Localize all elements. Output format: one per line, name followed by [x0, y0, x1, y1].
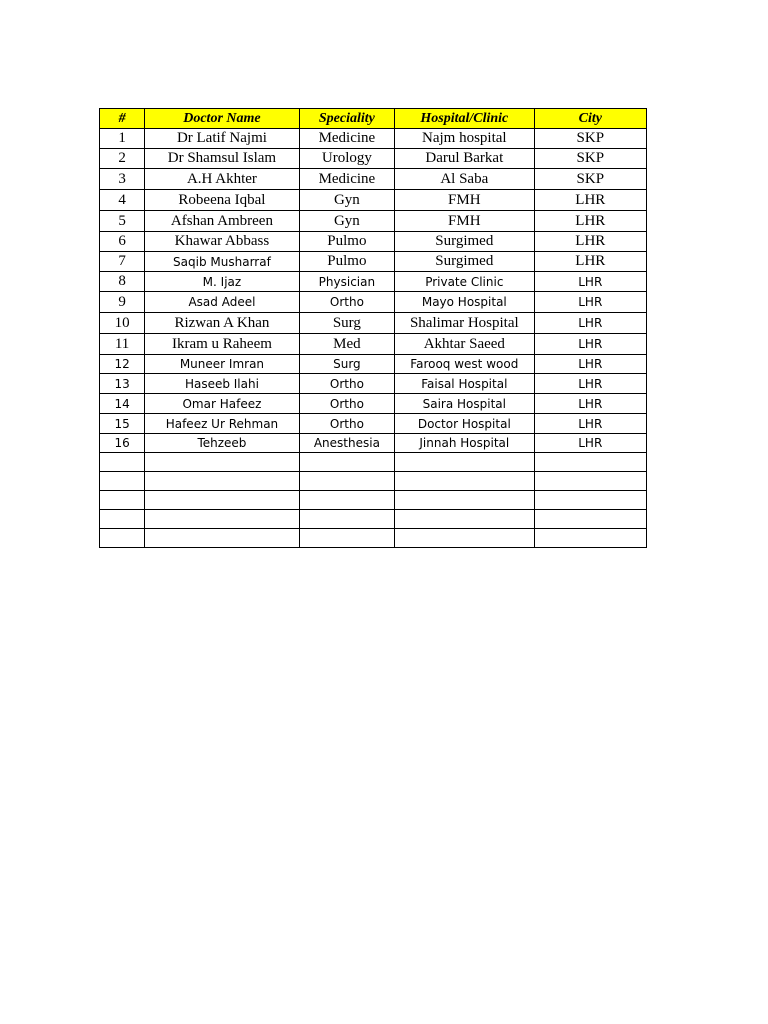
cell-number [100, 453, 145, 472]
cell-hospital-clinic: Surgimed [395, 252, 535, 272]
cell-number: 15 [100, 414, 145, 434]
cell-city [534, 491, 646, 510]
cell-number: 6 [100, 232, 145, 252]
cell-doctor-name: Saqib Musharraf [145, 252, 300, 272]
doctor-list-table [99, 108, 647, 548]
table-row [100, 472, 647, 491]
cell-doctor-name: Afshan Ambreen [145, 211, 300, 232]
cell-city: SKP [534, 129, 646, 149]
cell-speciality: Ortho [299, 414, 394, 434]
cell-city: SKP [534, 149, 646, 169]
cell-speciality: Ortho [299, 292, 394, 313]
table-row [100, 169, 647, 190]
table-row [100, 334, 647, 355]
cell-hospital-clinic: Najm hospital [395, 129, 535, 149]
cell-speciality: Med [299, 334, 394, 355]
table-row [100, 453, 647, 472]
cell-city: LHR [534, 374, 646, 394]
column-header-hospital-clinic: Hospital/Clinic [395, 109, 535, 129]
cell-speciality: Physician [299, 272, 394, 292]
cell-city: LHR [534, 334, 646, 355]
cell-speciality [299, 529, 394, 548]
cell-number: 3 [100, 169, 145, 190]
table-row [100, 510, 647, 529]
table-row [100, 491, 647, 510]
cell-city: LHR [534, 292, 646, 313]
table-row [100, 414, 647, 434]
cell-doctor-name [145, 453, 300, 472]
cell-doctor-name: Ikram u Raheem [145, 334, 300, 355]
table-body [100, 129, 647, 548]
cell-city: LHR [534, 355, 646, 374]
cell-hospital-clinic [395, 510, 535, 529]
cell-number: 14 [100, 394, 145, 414]
cell-doctor-name: A.H Akhter [145, 169, 300, 190]
cell-city: LHR [534, 434, 646, 453]
cell-number: 12 [100, 355, 145, 374]
table-row [100, 434, 647, 453]
table-header-row [100, 109, 647, 129]
cell-hospital-clinic: Al Saba [395, 169, 535, 190]
cell-city: LHR [534, 313, 646, 334]
cell-speciality: Pulmo [299, 252, 394, 272]
cell-doctor-name: Robeena Iqbal [145, 190, 300, 211]
cell-hospital-clinic: Private Clinic [395, 272, 535, 292]
cell-speciality: Urology [299, 149, 394, 169]
cell-city: LHR [534, 232, 646, 252]
cell-doctor-name: Muneer Imran [145, 355, 300, 374]
table-row [100, 232, 647, 252]
cell-doctor-name: Tehzeeb [145, 434, 300, 453]
cell-doctor-name [145, 491, 300, 510]
cell-doctor-name [145, 472, 300, 491]
cell-speciality: Ortho [299, 374, 394, 394]
cell-doctor-name: Hafeez Ur Rehman [145, 414, 300, 434]
table-row [100, 313, 647, 334]
cell-city: SKP [534, 169, 646, 190]
cell-number: 2 [100, 149, 145, 169]
column-header-speciality: Speciality [299, 109, 394, 129]
cell-city: LHR [534, 211, 646, 232]
cell-hospital-clinic [395, 529, 535, 548]
cell-number: 10 [100, 313, 145, 334]
cell-doctor-name: Dr Latif Najmi [145, 129, 300, 149]
cell-number: 7 [100, 252, 145, 272]
cell-number [100, 472, 145, 491]
cell-hospital-clinic: Doctor Hospital [395, 414, 535, 434]
column-header-doctor-name: Doctor Name [145, 109, 300, 129]
cell-city [534, 529, 646, 548]
cell-doctor-name: Rizwan A Khan [145, 313, 300, 334]
cell-number: 5 [100, 211, 145, 232]
cell-city [534, 510, 646, 529]
cell-number: 4 [100, 190, 145, 211]
cell-speciality [299, 472, 394, 491]
cell-number [100, 491, 145, 510]
cell-doctor-name: Khawar Abbass [145, 232, 300, 252]
cell-hospital-clinic: Akhtar Saeed [395, 334, 535, 355]
cell-number: 11 [100, 334, 145, 355]
cell-city: LHR [534, 272, 646, 292]
cell-speciality [299, 453, 394, 472]
cell-speciality: Surg [299, 313, 394, 334]
cell-hospital-clinic: FMH [395, 211, 535, 232]
cell-hospital-clinic [395, 453, 535, 472]
table-row [100, 149, 647, 169]
cell-hospital-clinic: FMH [395, 190, 535, 211]
cell-hospital-clinic: Saira Hospital [395, 394, 535, 414]
table-row [100, 190, 647, 211]
cell-city: LHR [534, 252, 646, 272]
cell-hospital-clinic: Faisal Hospital [395, 374, 535, 394]
table-row [100, 211, 647, 232]
cell-doctor-name [145, 529, 300, 548]
table-row [100, 374, 647, 394]
cell-city: LHR [534, 414, 646, 434]
cell-city [534, 472, 646, 491]
cell-hospital-clinic: Jinnah Hospital [395, 434, 535, 453]
cell-doctor-name [145, 510, 300, 529]
column-header-city: City [534, 109, 646, 129]
table-row [100, 529, 647, 548]
cell-hospital-clinic: Surgimed [395, 232, 535, 252]
table-row [100, 129, 647, 149]
table-row [100, 355, 647, 374]
cell-doctor-name: Haseeb Ilahi [145, 374, 300, 394]
cell-doctor-name: Dr Shamsul Islam [145, 149, 300, 169]
cell-number [100, 510, 145, 529]
cell-hospital-clinic [395, 491, 535, 510]
cell-city [534, 453, 646, 472]
table-row [100, 394, 647, 414]
cell-number: 8 [100, 272, 145, 292]
column-header-number: # [100, 109, 145, 129]
cell-doctor-name: Asad Adeel [145, 292, 300, 313]
cell-number: 1 [100, 129, 145, 149]
cell-speciality: Medicine [299, 169, 394, 190]
cell-speciality [299, 510, 394, 529]
cell-city: LHR [534, 394, 646, 414]
cell-hospital-clinic: Shalimar Hospital [395, 313, 535, 334]
cell-speciality: Anesthesia [299, 434, 394, 453]
cell-doctor-name: M. Ijaz [145, 272, 300, 292]
cell-number: 16 [100, 434, 145, 453]
cell-hospital-clinic: Darul Barkat [395, 149, 535, 169]
cell-number [100, 529, 145, 548]
cell-number: 9 [100, 292, 145, 313]
cell-hospital-clinic: Mayo Hospital [395, 292, 535, 313]
cell-hospital-clinic [395, 472, 535, 491]
cell-speciality [299, 491, 394, 510]
cell-speciality: Gyn [299, 190, 394, 211]
cell-hospital-clinic: Farooq west wood [395, 355, 535, 374]
table-row [100, 272, 647, 292]
cell-speciality: Ortho [299, 394, 394, 414]
cell-speciality: Medicine [299, 129, 394, 149]
table-row [100, 292, 647, 313]
cell-speciality: Surg [299, 355, 394, 374]
cell-doctor-name: Omar Hafeez [145, 394, 300, 414]
cell-speciality: Gyn [299, 211, 394, 232]
cell-number: 13 [100, 374, 145, 394]
table-row [100, 252, 647, 272]
cell-city: LHR [534, 190, 646, 211]
cell-speciality: Pulmo [299, 232, 394, 252]
